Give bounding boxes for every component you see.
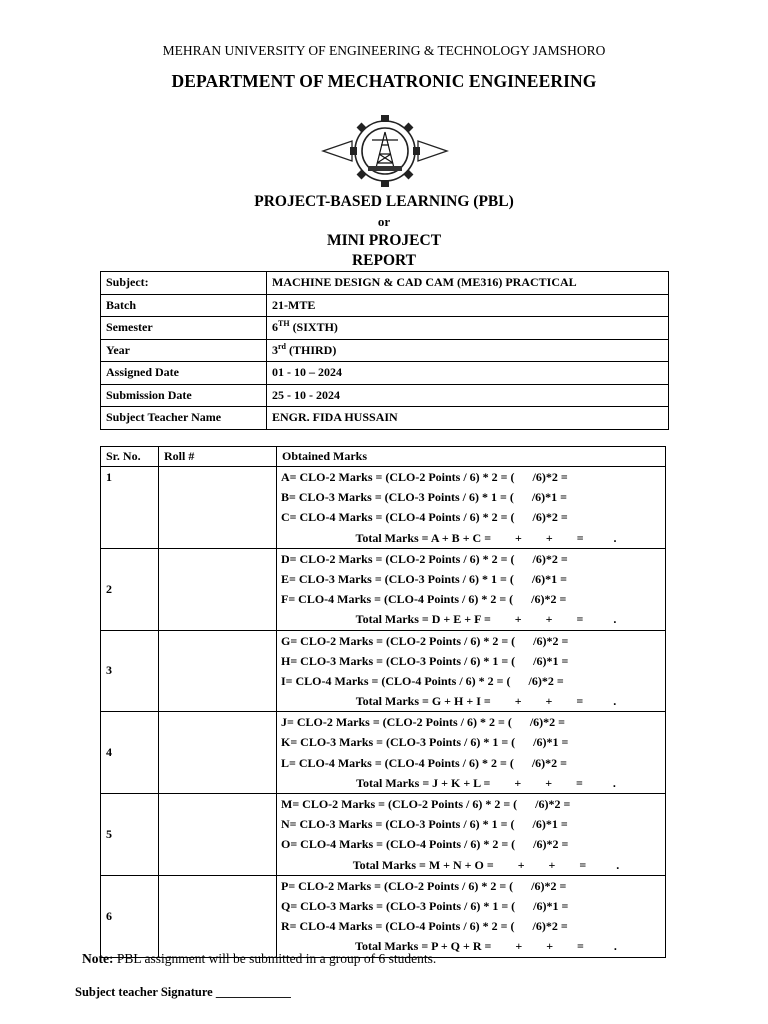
marks-formula-line: R= CLO-4 Marks = (CLO-4 Points / 6) * 2 = ( /6)*2 = xyxy=(281,919,568,934)
info-value: MACHINE DESIGN & CAD CAM (ME316) PRACTICAL xyxy=(267,272,669,295)
roll-number-cell[interactable] xyxy=(159,794,277,876)
info-row-assigned xyxy=(101,362,669,385)
marks-formula-line: J= CLO-2 Marks = (CLO-2 Points / 6) * 2 = ( /6)*2 = xyxy=(281,715,566,730)
university-logo xyxy=(318,108,452,194)
info-value: 01 - 10 – 2024 xyxy=(267,362,669,385)
obtained-marks-cell xyxy=(277,875,666,957)
info-label: Semester xyxy=(101,317,267,340)
marks-row xyxy=(101,467,666,549)
header-obtained-marks: Obtained Marks xyxy=(277,447,666,467)
semester-number: 6 xyxy=(272,320,278,335)
marks-formula-line: M= CLO-2 Marks = (CLO-2 Points / 6) * 2 = ( /6)*2 = xyxy=(281,797,571,811)
marks-formula-line: L= CLO-4 Marks = (CLO-4 Points / 6) * 2 = ( /6)*2 = xyxy=(281,755,568,770)
note xyxy=(82,951,436,967)
roll-number-cell[interactable] xyxy=(159,467,277,549)
marks-row xyxy=(101,630,666,712)
info-label: Year xyxy=(101,339,267,362)
title-report: REPORT xyxy=(351,252,417,269)
marks-formula-line: C= CLO-4 Marks = (CLO-4 Points / 6) * 2 = ( /6)*2 = xyxy=(281,510,568,525)
info-value xyxy=(267,339,669,362)
marks-formula-line: E= CLO-3 Marks = (CLO-3 Points / 6) * 1 = ( /6)*1 = xyxy=(281,571,568,586)
obtained-marks-cell xyxy=(277,630,666,712)
total-marks-line: Total Marks = M + N + O = + + = . xyxy=(352,857,620,872)
info-row-subject xyxy=(101,272,669,295)
note-text: PBL assignment will be submitted in a group of 6 students. xyxy=(113,951,437,966)
roll-number-cell[interactable] xyxy=(159,630,277,712)
marks-table xyxy=(100,446,666,958)
marks-formula-line: K= CLO-3 Marks = (CLO-3 Points / 6) * 1 = ( /6)*1 = xyxy=(281,735,569,750)
header-roll: Roll # xyxy=(159,447,277,467)
info-value: 21-MTE xyxy=(267,294,669,317)
info-value: 25 - 10 - 2024 xyxy=(267,384,669,407)
marks-header-row xyxy=(101,447,666,467)
info-label: Subject: xyxy=(101,272,267,295)
info-row-submission xyxy=(101,384,669,407)
roll-number-cell[interactable] xyxy=(159,548,277,630)
marks-row xyxy=(101,794,666,876)
info-label: Submission Date xyxy=(101,384,267,407)
note-label: Note: xyxy=(82,951,114,966)
marks-formula-line: B= CLO-3 Marks = (CLO-3 Points / 6) * 1 = ( /6)*1 = xyxy=(281,490,568,505)
obtained-marks-cell xyxy=(277,548,666,630)
info-label: Subject Teacher Name xyxy=(101,407,267,430)
total-marks-line: Total Marks = D + E + F = + + = . xyxy=(355,612,617,627)
header-sr-no: Sr. No. xyxy=(101,447,159,467)
total-marks-line: Total Marks = G + H + I = + + = . xyxy=(355,694,617,709)
total-marks-line: Total Marks = A + B + C = + + = . xyxy=(355,530,617,545)
info-table xyxy=(100,271,669,430)
obtained-marks-cell xyxy=(277,467,666,549)
title-pbl: PROJECT-BASED LEARNING (PBL) xyxy=(254,193,514,210)
marks-formula-line: Q= CLO-3 Marks = (CLO-3 Points / 6) * 1 = ( /6)*1 = xyxy=(281,898,569,913)
info-row-batch xyxy=(101,294,669,317)
year-number: 3 xyxy=(272,342,278,357)
obtained-marks-cell xyxy=(277,712,666,794)
title-or: or xyxy=(377,214,391,229)
marks-formula-line: N= CLO-3 Marks = (CLO-3 Points / 6) * 1 = ( /6)*1 = xyxy=(281,817,568,832)
university-name: MEHRAN UNIVERSITY OF ENGINEERING & TECHNOLOGY JAMSHORO xyxy=(162,43,606,58)
marks-formula-line: F= CLO-4 Marks = (CLO-4 Points / 6) * 2 = ( /6)*2 = xyxy=(281,592,567,607)
sr-no-cell: 2 xyxy=(101,548,159,630)
info-label: Batch xyxy=(101,294,267,317)
sr-no-cell: 6 xyxy=(101,875,159,957)
signature-line: Subject teacher Signature ____________ xyxy=(75,985,291,999)
roll-number-cell[interactable] xyxy=(159,875,277,957)
info-row-semester xyxy=(101,317,669,340)
marks-formula-line: A= CLO-2 Marks = (CLO-2 Points / 6) * 2 = ( /6)*2 = xyxy=(281,470,568,484)
marks-formula-line: P= CLO-2 Marks = (CLO-2 Points / 6) * 2 = ( /6)*2 = xyxy=(281,878,567,893)
info-row-teacher xyxy=(101,407,669,430)
marks-row xyxy=(101,712,666,794)
marks-row xyxy=(101,548,666,630)
marks-row xyxy=(101,875,666,957)
roll-number-cell[interactable] xyxy=(159,712,277,794)
marks-formula-line: D= CLO-2 Marks = (CLO-2 Points / 6) * 2 = ( /6)*2 = xyxy=(281,551,568,566)
year-text: (THIRD) xyxy=(286,342,337,357)
sr-no-cell: 4 xyxy=(101,712,159,794)
info-value: ENGR. FIDA HUSSAIN xyxy=(267,407,669,430)
sr-no-cell: 3 xyxy=(101,630,159,712)
marks-formula-line: O= CLO-4 Marks = (CLO-4 Points / 6) * 2 = ( /6)*2 = xyxy=(281,837,569,852)
sr-no-cell: 1 xyxy=(101,467,159,549)
title-mini-project: MINI PROJECT xyxy=(326,232,442,249)
marks-formula-line: I= CLO-4 Marks = (CLO-4 Points / 6) * 2 = ( /6)*2 = xyxy=(281,673,564,688)
info-row-year xyxy=(101,339,669,362)
marks-formula-line: H= CLO-3 Marks = (CLO-3 Points / 6) * 1 = ( /6)*1 = xyxy=(281,653,569,668)
total-marks-line: Total Marks = J + K + L = + + = . xyxy=(356,775,616,790)
sr-no-cell: 5 xyxy=(101,794,159,876)
department-name: DEPARTMENT OF MECHATRONIC ENGINEERING xyxy=(171,71,597,91)
semester-text: (SIXTH) xyxy=(289,320,338,335)
total-marks-line: Total Marks = P + Q + R = + + = . xyxy=(355,939,617,954)
semester-suffix: TH xyxy=(278,319,290,329)
obtained-marks-cell xyxy=(277,794,666,876)
info-value xyxy=(267,317,669,340)
year-suffix: rd xyxy=(278,341,286,351)
info-label: Assigned Date xyxy=(101,362,267,385)
marks-formula-line: G= CLO-2 Marks = (CLO-2 Points / 6) * 2 = ( /6)*2 = xyxy=(281,633,569,648)
